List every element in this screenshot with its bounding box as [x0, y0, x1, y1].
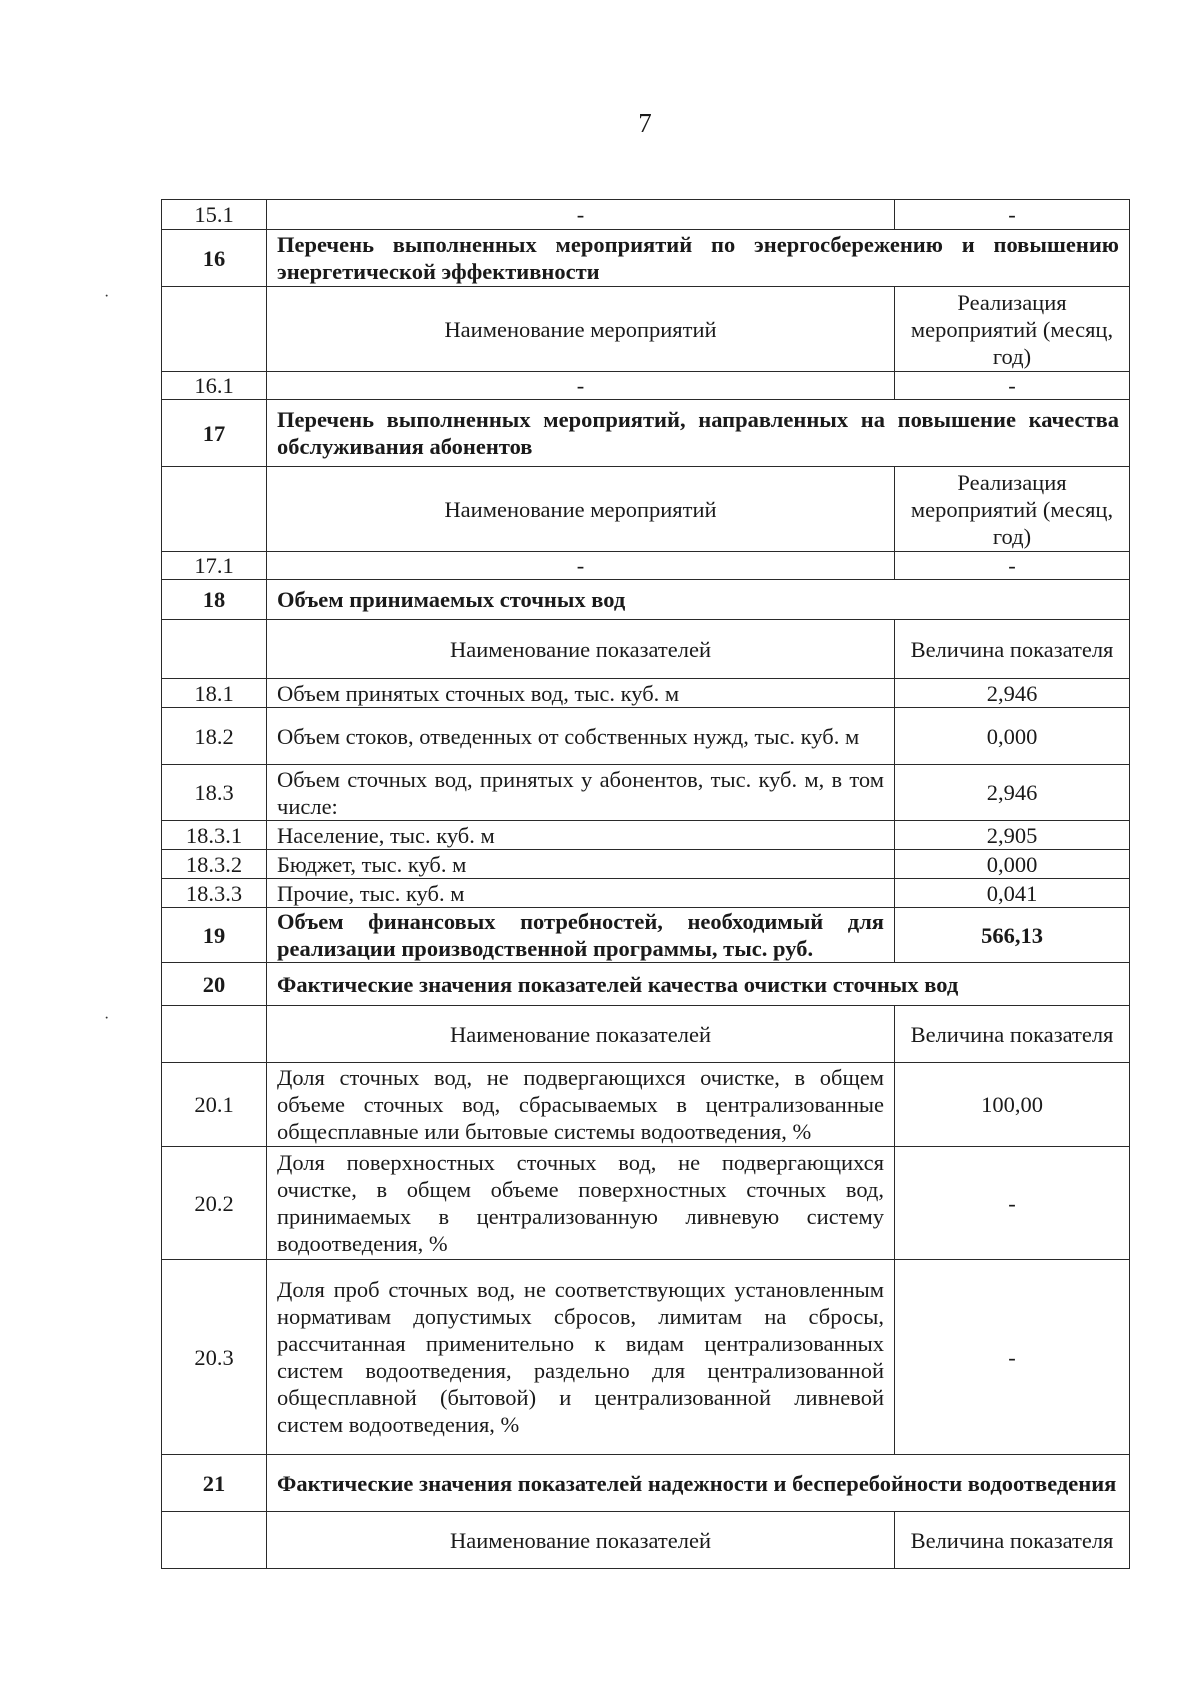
row-name: Объем сточных вод, принятых у абонентов, тыс. куб. м, в том числе:: [267, 765, 895, 821]
row-name: Объем принятых сточных вод, тыс. куб. м: [267, 679, 895, 708]
row-value: -: [895, 552, 1130, 580]
row-number: 18.3.3: [162, 879, 267, 908]
empty-cell: [162, 1512, 267, 1569]
row-number: 18.2: [162, 708, 267, 765]
empty-cell: [162, 467, 267, 552]
section-number: 21: [162, 1455, 267, 1512]
row-value: 0,000: [895, 708, 1130, 765]
row-number: 17.1: [162, 552, 267, 580]
header-row: [162, 1006, 1130, 1063]
row-name: Прочие, тыс. куб. м: [267, 879, 895, 908]
section-row: [162, 908, 1130, 963]
section-title: Объем принимаемых сточных вод: [267, 580, 1130, 620]
empty-cell: [162, 287, 267, 372]
column-header-name: Наименование показателей: [267, 620, 895, 679]
column-header-name: Наименование мероприятий: [267, 287, 895, 372]
row-number: 18.1: [162, 679, 267, 708]
scan-mark: ·: [104, 1010, 110, 1027]
row-number: 20.2: [162, 1147, 267, 1260]
row-name: Доля поверхностных сточных вод, не подвергающихся очистке, в общем объеме поверхностных сточных вод, принимаемых в централизованную ливневую систему водоотведения, %: [267, 1147, 895, 1260]
row-name: Доля проб сточных вод, не соответствующих установленным нормативам допустимых сбросов, лимитам на сбросы, рассчитанная применительно к видам централизованных систем водоотведения, раздельно для централизованной общесплавной (бытовой) и централизованной ливневой систем водоотведения, %: [267, 1260, 895, 1455]
row-value: -: [895, 1260, 1130, 1455]
section-title: Фактические значения показателей надежности и бесперебойности водоотведения: [267, 1455, 1130, 1512]
row-name: Объем стоков, отведенных от собственных нужд, тыс. куб. м: [267, 708, 895, 765]
column-header-value: Величина показателя: [895, 620, 1130, 679]
table-row: [162, 372, 1130, 400]
table-row: [162, 765, 1130, 821]
section-row: [162, 1455, 1130, 1512]
section-number: 17: [162, 400, 267, 467]
row-number: 18.3: [162, 765, 267, 821]
section-row: [162, 580, 1130, 620]
table-row: [162, 679, 1130, 708]
row-value: 2,946: [895, 679, 1130, 708]
table-row: [162, 1063, 1130, 1147]
column-header-value: Реализация мероприятий (месяц, год): [895, 287, 1130, 372]
empty-cell: [162, 620, 267, 679]
indicators-table: [161, 199, 1130, 1569]
section-title: Фактические значения показателей качества очистки сточных вод: [267, 963, 1130, 1006]
header-row: [162, 1512, 1130, 1569]
row-name: -: [267, 552, 895, 580]
row-number: 20.1: [162, 1063, 267, 1147]
column-header-value: Величина показателя: [895, 1006, 1130, 1063]
row-number: 16.1: [162, 372, 267, 400]
table-row: [162, 552, 1130, 580]
row-value: 100,00: [895, 1063, 1130, 1147]
row-name: Население, тыс. куб. м: [267, 821, 895, 850]
section-number: 16: [162, 230, 267, 287]
header-row: [162, 620, 1130, 679]
row-value: -: [895, 1147, 1130, 1260]
section-title: Объем финансовых потребностей, необходимый для реализации производственной программы, тыс. руб.: [267, 908, 895, 963]
row-value: -: [895, 200, 1130, 230]
empty-cell: [162, 1006, 267, 1063]
section-number: 18: [162, 580, 267, 620]
row-name: -: [267, 372, 895, 400]
table-row: [162, 1260, 1130, 1455]
section-title: Перечень выполненных мероприятий, направленных на повышение качества обслуживания абонентов: [267, 400, 1130, 467]
row-name: Бюджет, тыс. куб. м: [267, 850, 895, 879]
header-row: [162, 287, 1130, 372]
table-row: [162, 1147, 1130, 1260]
page-number: 7: [638, 108, 652, 138]
section-row: [162, 230, 1130, 287]
row-value: 0,041: [895, 879, 1130, 908]
column-header-value: Реализация мероприятий (месяц, год): [895, 467, 1130, 552]
header-row: [162, 467, 1130, 552]
row-value: 2,946: [895, 765, 1130, 821]
row-name: Доля сточных вод, не подвергающихся очистке, в общем объеме сточных вод, сбрасываемых в централизованные общесплавные или бытовые системы водоотведения, %: [267, 1063, 895, 1147]
row-value: 566,13: [895, 908, 1130, 963]
row-number: 20.3: [162, 1260, 267, 1455]
section-number: 19: [162, 908, 267, 963]
row-number: 15.1: [162, 200, 267, 230]
section-title: Перечень выполненных мероприятий по энергосбережению и повышению энергетической эффективности: [267, 230, 1130, 287]
table-row: [162, 821, 1130, 850]
row-value: 2,905: [895, 821, 1130, 850]
column-header-name: Наименование показателей: [267, 1512, 895, 1569]
table-row: [162, 879, 1130, 908]
section-row: [162, 400, 1130, 467]
section-number: 20: [162, 963, 267, 1006]
row-value: 0,000: [895, 850, 1130, 879]
column-header-value: Величина показателя: [895, 1512, 1130, 1569]
row-name: -: [267, 200, 895, 230]
row-number: 18.3.2: [162, 850, 267, 879]
section-row: [162, 963, 1130, 1006]
column-header-name: Наименование показателей: [267, 1006, 895, 1063]
table-row: [162, 200, 1130, 230]
table-row: [162, 708, 1130, 765]
table-row: [162, 850, 1130, 879]
scan-mark: ·: [104, 288, 110, 305]
column-header-name: Наименование мероприятий: [267, 467, 895, 552]
row-number: 18.3.1: [162, 821, 267, 850]
row-value: -: [895, 372, 1130, 400]
